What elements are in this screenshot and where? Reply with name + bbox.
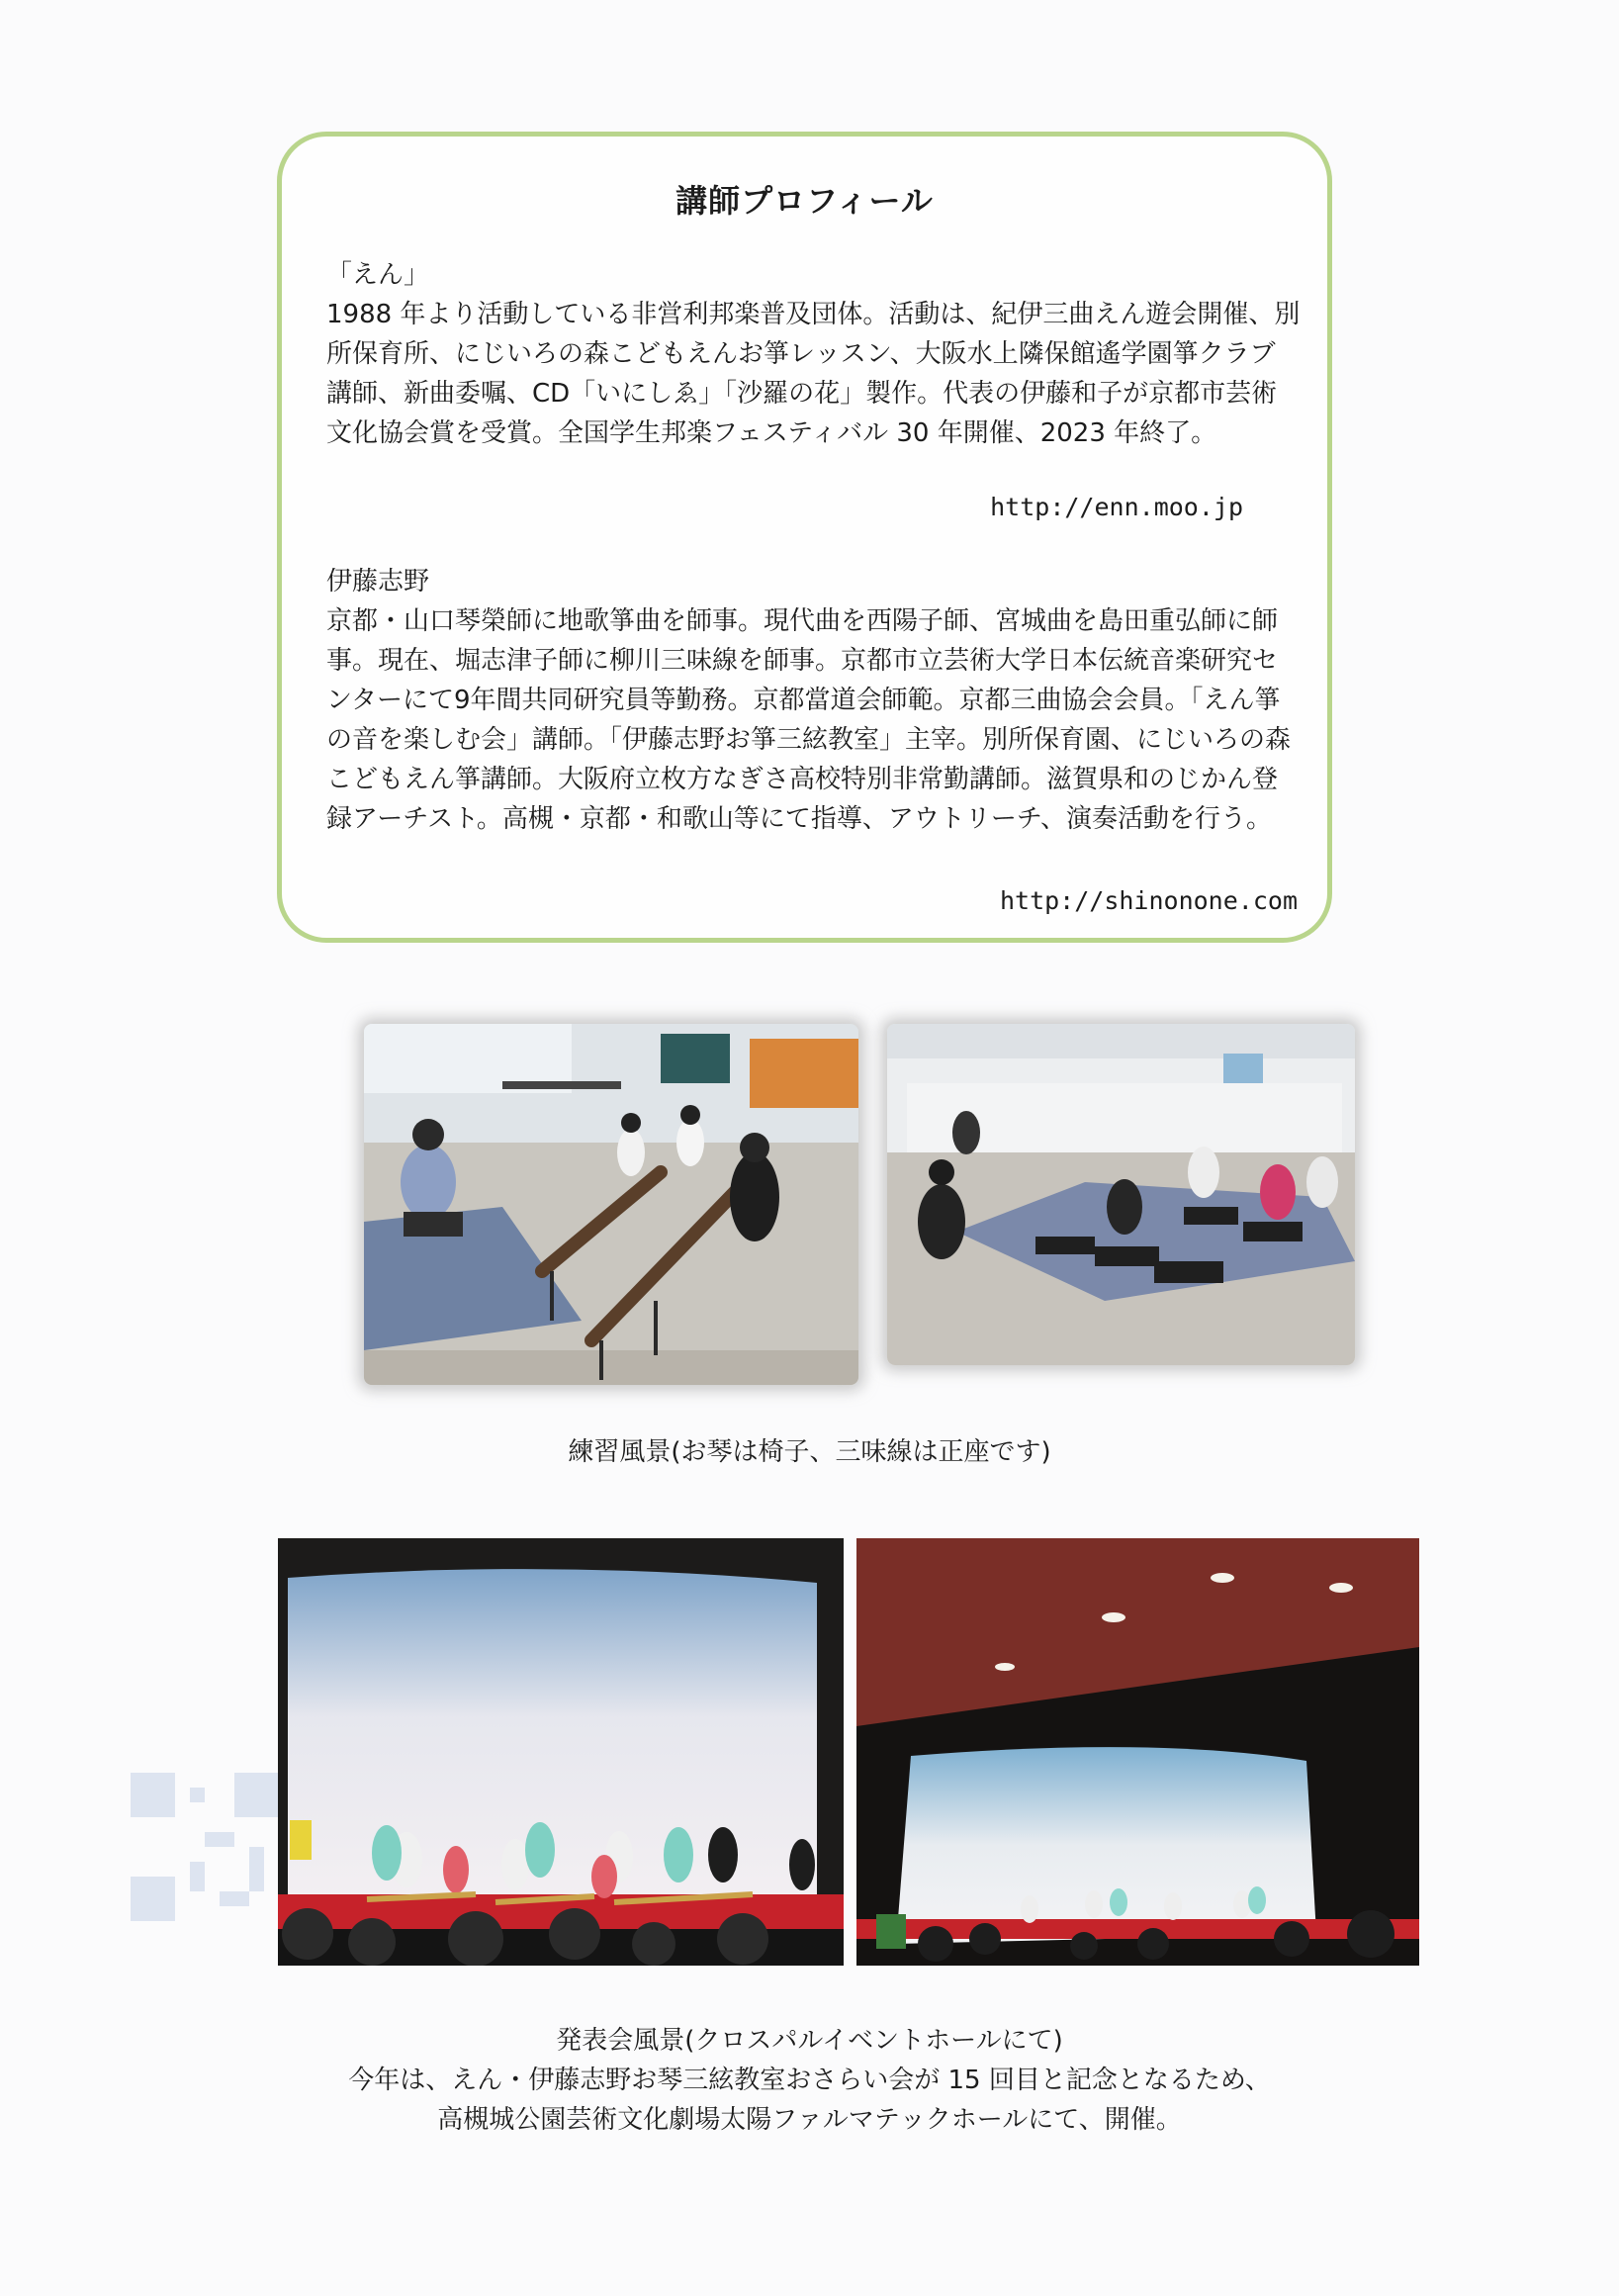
practice-photo-koto — [364, 1024, 858, 1385]
en-name: 「えん」 — [326, 260, 430, 290]
practice-photo-shamisen — [887, 1024, 1355, 1365]
practice-caption: 練習風景(お琴は椅子、三味線は正座です) — [568, 1437, 1051, 1467]
ito-profile-section — [326, 562, 1301, 839]
qr-code-ghost — [131, 1773, 279, 1921]
recital-note-line1: 今年は、えん・伊藤志野お琴三絃教室おさらい会が 15 回目と記念となるため、 — [348, 2066, 1271, 2095]
en-url-link[interactable]: http://enn.moo.jp — [990, 493, 1243, 521]
en-profile-section — [326, 255, 1301, 453]
recital-photo-koto — [278, 1538, 844, 1966]
profile-box — [277, 132, 1332, 943]
ito-name: 伊藤志野 — [326, 567, 430, 597]
ito-description: 京都・山口琴榮師に地歌箏曲を師事。現代曲を西陽子師、宮城曲を島田重弘師に師事。現在、堀志津子師に柳川三味線を師事。京都市立芸術大学日本伝統音楽研究センターにて9年間共同研究員等勤務。京都當道会師範。京都三曲協会会員。「えん箏の音を楽しむ会」講師。「伊藤志野お箏三絃教室」主宰。別所保育園、にじいろの森こどもえん箏講師。大阪府立枚方なぎさ高校特別非常勤講師。滋賀県和のじかん登録アーチスト。高槻・京都・和歌山等にて指導、アウトリーチ、演奏活動を行う。 — [326, 606, 1292, 834]
profile-title: 講師プロフィール — [675, 182, 934, 220]
recital-note-line2: 高槻城公園芸術文化劇場太陽ファルマテックホールにて、開催。 — [437, 2105, 1182, 2135]
ito-url-link[interactable]: http://shinonone.com — [999, 886, 1298, 915]
recital-photo-shamisen — [856, 1538, 1419, 1966]
recital-caption — [0, 2021, 1619, 2140]
en-description: 1988 年より活動している非営利邦楽普及団体。活動は、紀伊三曲えん遊会開催、別所保育所、にじいろの森こどもえんお箏レッスン、大阪水上隣保館遙学園箏クラブ講師、新曲委嘱、CD「いにしゑ」「沙羅の花」製作。代表の伊藤和子が京都市芸術文化協会賞を受賞。全国学生邦楽フェスティバル 30 年開催、2023 年終了。 — [326, 300, 1301, 448]
recital-caption-title: 発表会風景(クロスパルイベントホールにて) — [556, 2026, 1063, 2056]
